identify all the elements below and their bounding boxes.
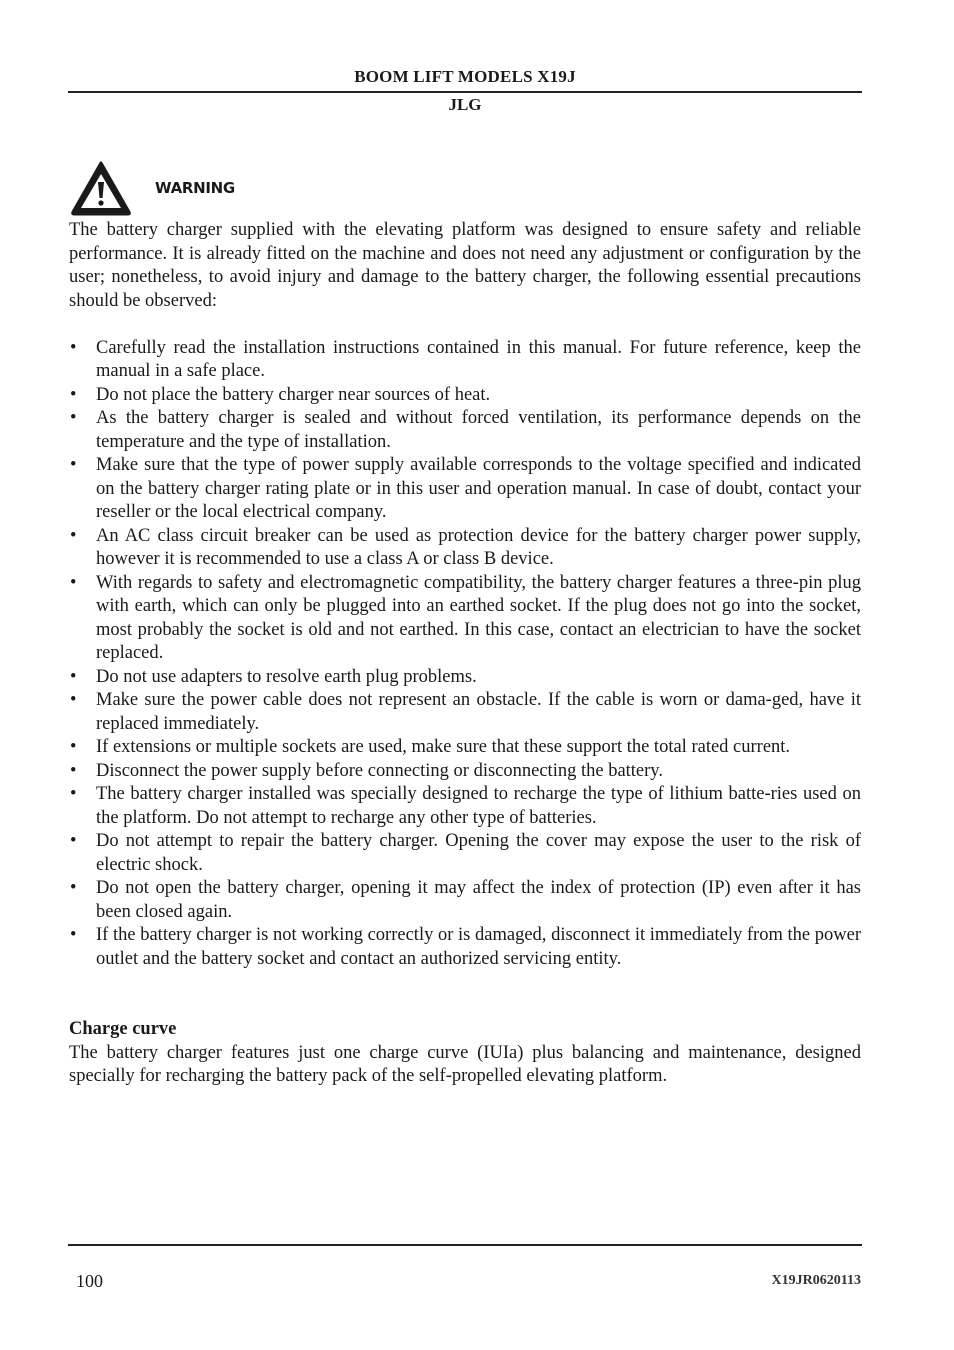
page-content xyxy=(69,219,861,1089)
list-item-text: As the battery charger is sealed and without forced ventilation, its performance depends on the temperature and the type of installation. xyxy=(96,408,861,452)
list-item-text: With regards to safety and electromagnetic compatibility, the battery charger features a three-pin plug with earth, which can only be plugged into an earthed socket. If the plug does not go into the socket, most probably the socket is old and not earthed. In this case, contact an electrician to have the socket replaced. xyxy=(96,572,861,663)
bullet-marker: • xyxy=(70,760,77,781)
list-item xyxy=(69,572,861,666)
list-item xyxy=(69,337,861,384)
bullet-marker: • xyxy=(70,784,77,804)
list-item xyxy=(69,407,861,454)
list-item xyxy=(69,525,861,572)
bullet-marker: • xyxy=(70,408,77,428)
warning-label: WARNING xyxy=(155,179,235,197)
list-item xyxy=(69,689,861,736)
bullet-marker: • xyxy=(70,455,77,475)
section-text: The battery charger features just one charge curve (IUIa) plus balancing and maintenance, designed specially for recharging the battery pack of the self-propelled elevating platform. xyxy=(69,1042,861,1086)
list-item-text: Do not place the battery charger near sources of heat. xyxy=(96,384,491,405)
list-item xyxy=(69,877,861,924)
list-item xyxy=(69,760,861,784)
bullet-marker: • xyxy=(70,737,77,757)
bullet-marker: • xyxy=(70,831,77,851)
list-item xyxy=(69,666,861,690)
bullet-marker: • xyxy=(70,878,77,898)
bullet-marker: • xyxy=(70,337,77,358)
bullet-marker: • xyxy=(70,384,77,405)
list-item xyxy=(69,924,861,971)
list-item-text: An AC class circuit breaker can be used as protection device for the battery charger power supply, however it is recommended to use a class A or class B device. xyxy=(96,525,861,569)
list-item-text: Do not use adapters to resolve earth plug problems. xyxy=(96,666,477,687)
warning-intro: The battery charger supplied with the elevating platform was designed to ensure safety and reliable performance. It is already fitted on the machine and does not need any adjustment or configuration by the user; nonetheless, to avoid injury and damage to the battery charger, the following essential precautions should be observed: xyxy=(69,220,861,311)
warning-triangle-icon xyxy=(70,160,132,216)
list-item xyxy=(69,830,861,877)
brand-name: JLG xyxy=(448,95,482,114)
bullet-marker: • xyxy=(70,925,77,945)
list-item-text: If extensions or multiple sockets are used, make sure that these support the total rated current. xyxy=(96,737,791,757)
bullet-marker: • xyxy=(70,690,77,710)
bullet-marker: • xyxy=(70,666,77,687)
list-item-text: Make sure the power cable does not represent an obstacle. If the cable is worn or dama-ged, have it replaced immediately. xyxy=(96,690,861,734)
list-item-text: Carefully read the installation instructions contained in this manual. For future reference, keep the manual in a safe place. xyxy=(96,337,861,381)
list-item-text: Disconnect the power supply before connecting or disconnecting the battery. xyxy=(96,760,663,781)
header-divider xyxy=(68,91,862,93)
manual-title: BOOM LIFT MODELS X19J xyxy=(354,67,576,86)
list-item-text: If the battery charger is not working correctly or is damaged, disconnect it immediately from the power outlet and the battery socket and contact an authorized servicing entity. xyxy=(96,925,861,969)
footer-divider xyxy=(68,1244,862,1246)
document-code: X19JR0620113 xyxy=(771,1273,861,1288)
list-item-text: Do not attempt to repair the battery charger. Opening the cover may expose the user to the risk of electric shock. xyxy=(96,831,861,875)
list-item xyxy=(69,384,861,408)
bullet-marker: • xyxy=(70,525,77,546)
list-item-text: Do not open the battery charger, opening it may affect the index of protection (IP) even after it has been closed again. xyxy=(96,878,861,922)
list-item xyxy=(69,454,861,525)
precautions-list xyxy=(69,337,861,972)
list-item xyxy=(69,736,861,760)
list-item xyxy=(69,783,861,830)
section-title: Charge curve xyxy=(69,1019,177,1039)
list-item-text: Make sure that the type of power supply available corresponds to the voltage specified and indicated on the battery charger rating plate or in this user and operation manual. In case of doubt, contact your reseller or the local electrical company. xyxy=(96,455,861,522)
page-number: 100 xyxy=(76,1271,103,1291)
bullet-marker: • xyxy=(70,572,77,593)
list-item-text: The battery charger installed was specially designed to recharge the type of lithium batte-ries used on the platform. Do not attempt to recharge any other type of batteries. xyxy=(96,784,861,828)
